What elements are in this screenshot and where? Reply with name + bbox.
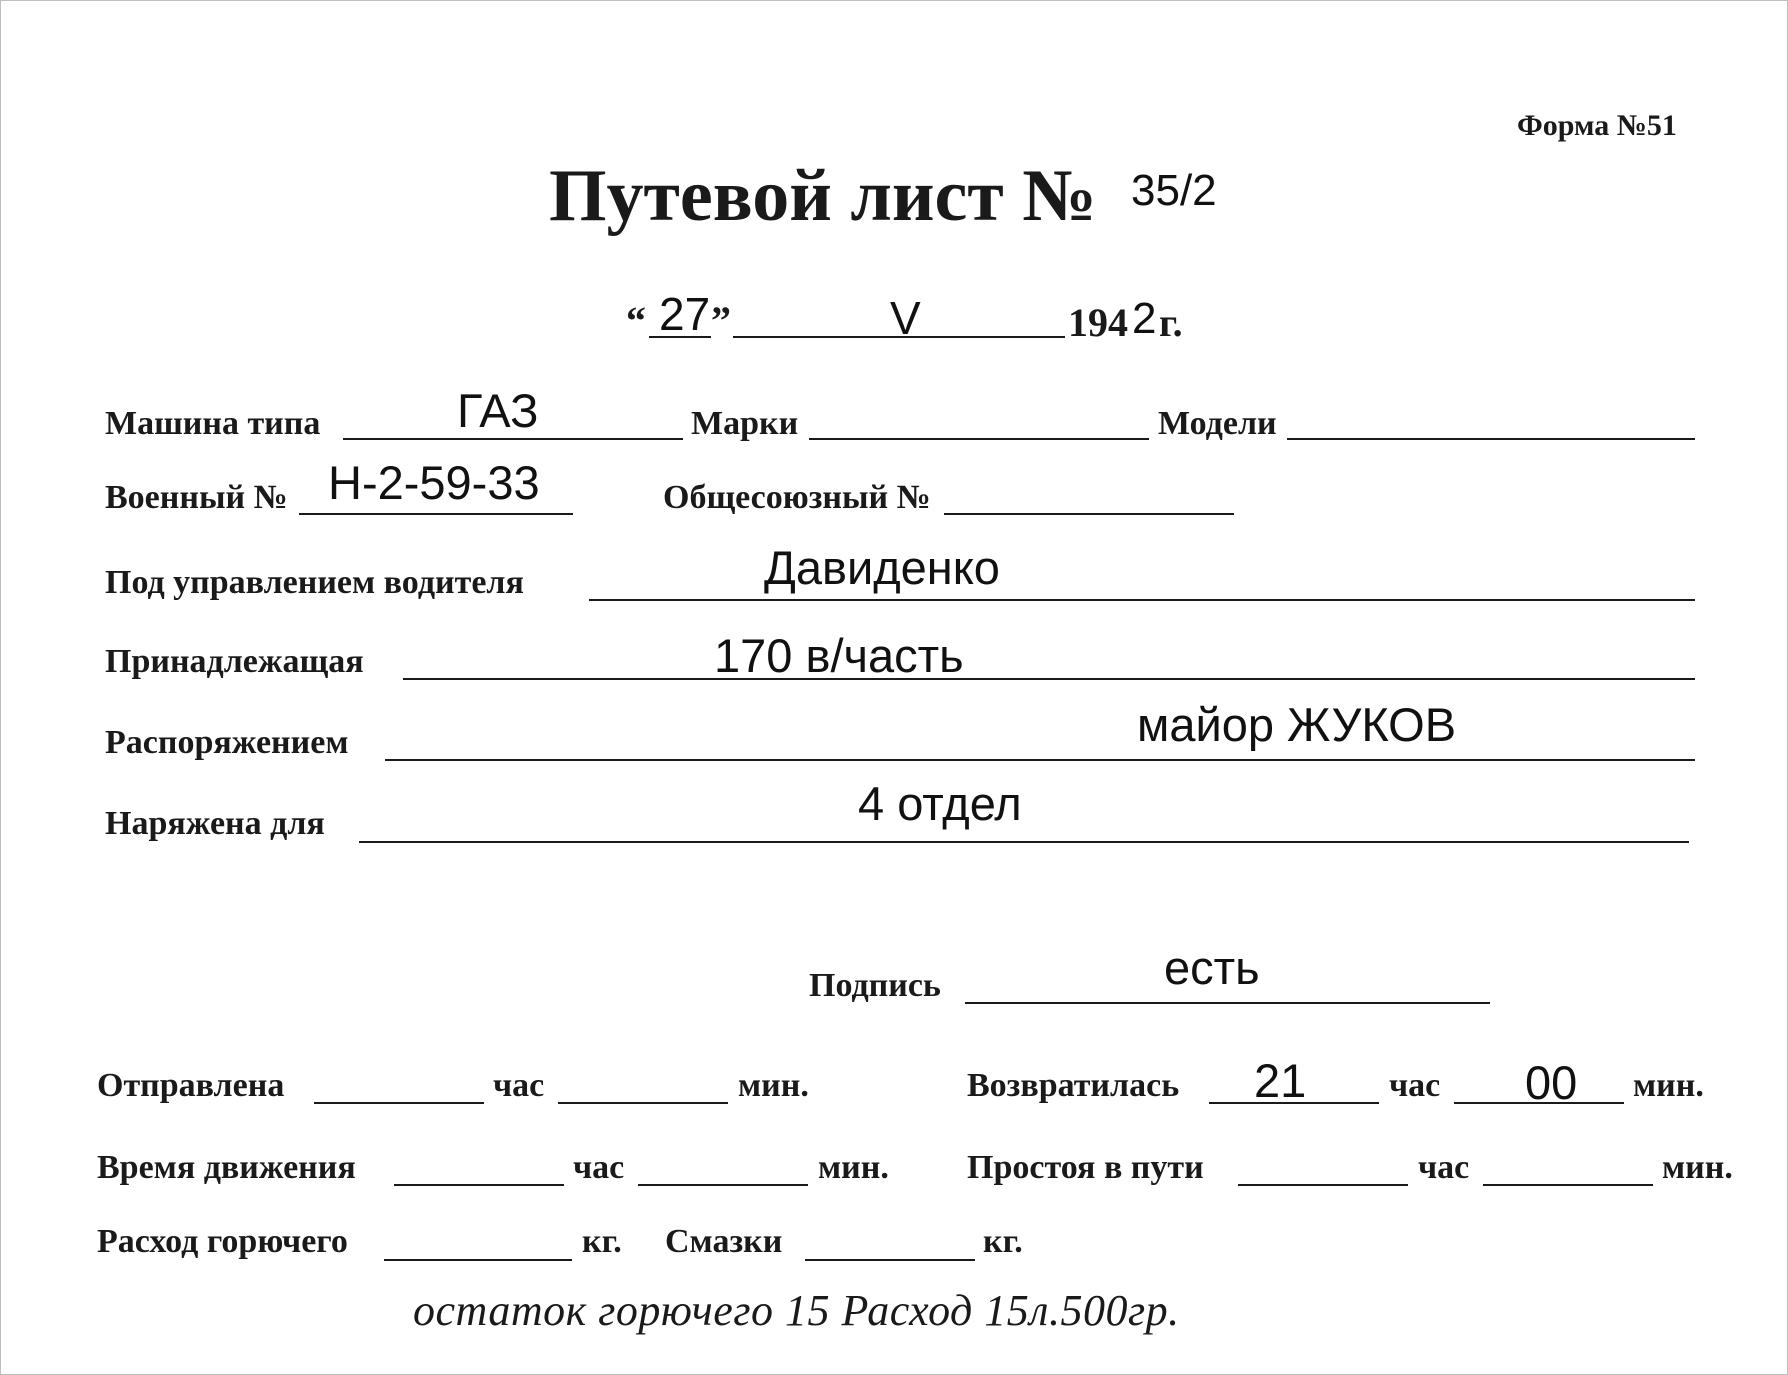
travel-minute-unit: мин.	[818, 1149, 889, 1186]
driver-label: Под управлением водителя	[105, 564, 524, 601]
driver-value[interactable]: Давиденко	[764, 541, 1000, 594]
date-close-quote: ”	[711, 298, 731, 343]
departed-minute-unit: мин.	[738, 1067, 809, 1104]
waybill-number[interactable]: 35/2	[1131, 166, 1217, 215]
brand-line[interactable]	[809, 438, 1149, 440]
signature-value[interactable]: есть	[1164, 941, 1260, 994]
departed-hours-line[interactable]	[314, 1102, 484, 1104]
assigned-label: Наряжена для	[105, 805, 325, 842]
military-number-value[interactable]: Н-2-59-33	[328, 456, 540, 509]
date-month[interactable]: V	[890, 292, 921, 344]
page-title: Путевой лист №	[549, 155, 1097, 237]
date-year-printed: 194	[1068, 300, 1128, 345]
date-year-suffix: г.	[1159, 300, 1183, 345]
form-number-label: Форма №51	[1517, 109, 1677, 142]
date-year-filled[interactable]: 2	[1132, 294, 1157, 343]
returned-minute-unit: мин.	[1633, 1067, 1704, 1104]
fuel-unit: кг.	[582, 1223, 622, 1260]
order-value[interactable]: майор ЖУКОВ	[1137, 698, 1457, 751]
travel-hours-line[interactable]	[394, 1184, 564, 1186]
departed-label: Отправлена	[97, 1067, 285, 1104]
brand-label: Марки	[691, 405, 799, 442]
idle-minutes-line[interactable]	[1483, 1184, 1653, 1186]
fuel-consumption-label: Расход горючего	[97, 1223, 348, 1260]
returned-minutes-value[interactable]: 00	[1525, 1056, 1578, 1109]
order-line	[385, 759, 1695, 761]
travel-minutes-line[interactable]	[638, 1184, 808, 1186]
returned-label: Возвратилась	[967, 1067, 1180, 1104]
belongs-value[interactable]: 170 в/часть	[714, 629, 964, 682]
travel-hour-unit: час	[573, 1149, 625, 1186]
returned-hours-value[interactable]: 21	[1254, 1054, 1307, 1107]
signature-line	[965, 1002, 1490, 1004]
military-number-line	[299, 513, 573, 515]
idle-minute-unit: мин.	[1662, 1149, 1733, 1186]
departed-minutes-line[interactable]	[558, 1102, 728, 1104]
idle-label: Простоя в пути	[967, 1149, 1204, 1186]
belongs-label: Принадлежащая	[105, 643, 364, 680]
assigned-value[interactable]: 4 отдел	[858, 777, 1022, 830]
idle-hour-unit: час	[1418, 1149, 1470, 1186]
model-line[interactable]	[1287, 438, 1695, 440]
returned-hour-unit: час	[1389, 1067, 1441, 1104]
driver-line	[589, 599, 1695, 601]
military-number-label: Военный №	[105, 479, 288, 516]
vehicle-type-line	[343, 438, 683, 440]
union-number-label: Общесоюзный №	[663, 479, 931, 516]
travel-time-label: Время движения	[97, 1149, 356, 1186]
idle-hours-line[interactable]	[1238, 1184, 1408, 1186]
assigned-line	[359, 841, 1689, 843]
union-number-line[interactable]	[944, 513, 1234, 515]
fuel-consumption-line[interactable]	[384, 1259, 572, 1261]
date-day-line	[649, 336, 711, 338]
lubricant-line[interactable]	[805, 1259, 975, 1261]
model-label: Модели	[1158, 405, 1277, 442]
fuel-remainder-note[interactable]: остаток горючего 15 Расход 15л.500гр.	[413, 1286, 1180, 1335]
vehicle-type-value[interactable]: ГАЗ	[457, 384, 539, 437]
signature-label: Подпись	[809, 967, 941, 1004]
departed-hour-unit: час	[493, 1067, 545, 1104]
date-day[interactable]: 27	[659, 288, 711, 340]
date-open-quote: “	[626, 298, 646, 343]
lubricant-label: Смазки	[665, 1223, 783, 1260]
vehicle-type-label: Машина типа	[105, 405, 321, 442]
lubricant-unit: кг.	[983, 1223, 1023, 1260]
belongs-line	[403, 678, 1695, 680]
order-label: Распоряжением	[105, 724, 349, 761]
